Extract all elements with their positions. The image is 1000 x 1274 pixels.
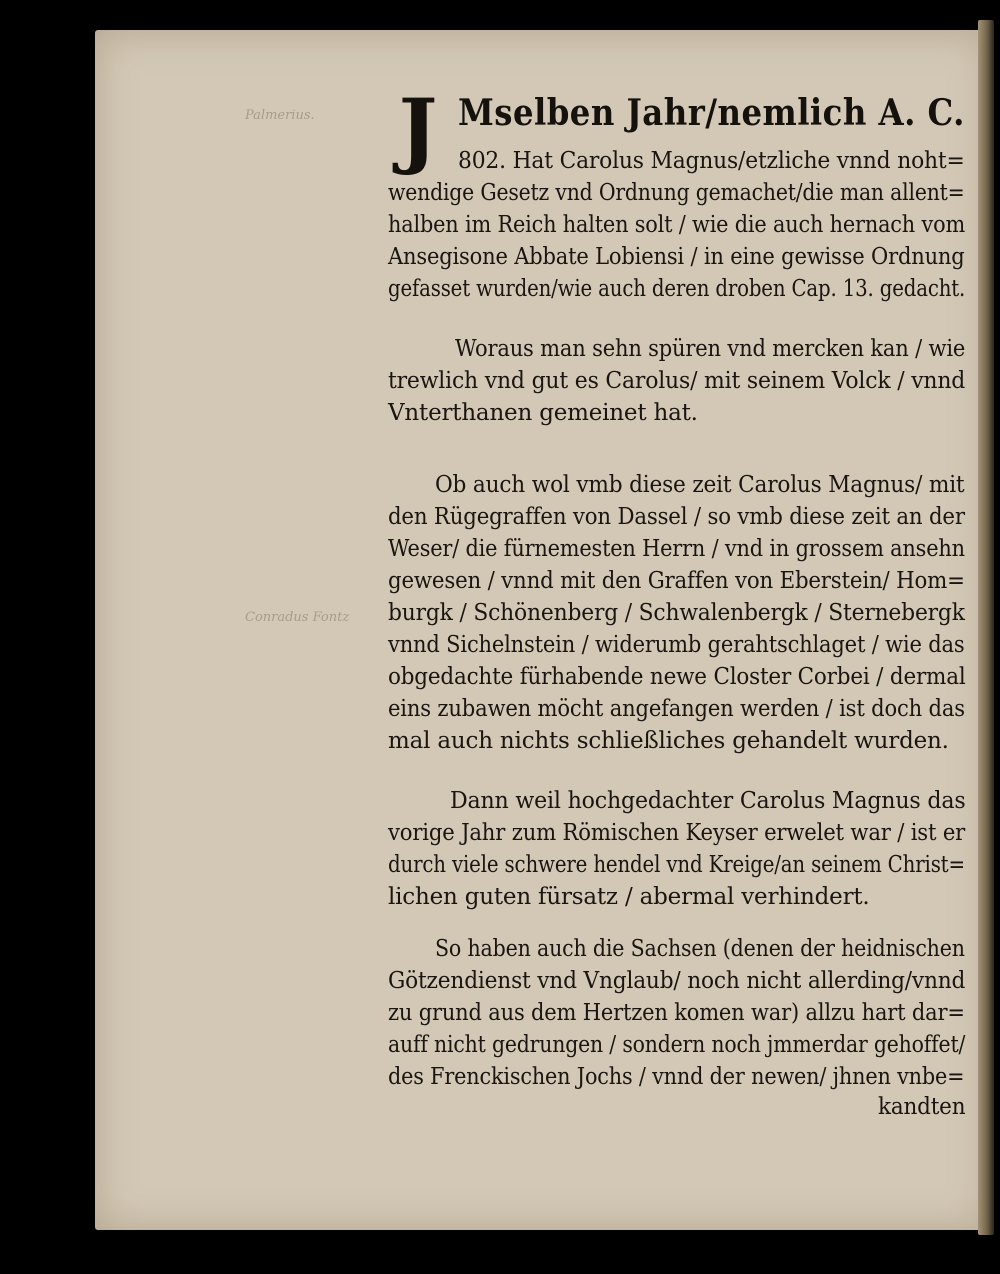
text-line: Vnterthanen gemeinet hat. — [388, 400, 698, 426]
text-line: auff nicht gedrungen / sondern noch jmmerdar gehoffet/ — [388, 1032, 966, 1058]
text-line: mal auch nichts schließliches gehandelt wurden. — [388, 728, 949, 754]
text-line: vorige Jahr zum Römischen Keyser erwelet war / ist er — [388, 820, 966, 846]
text-line: Dann weil hochgedachter Carolus Magnus das — [450, 788, 966, 814]
catchword: kandten — [878, 1094, 966, 1120]
text-line: Ansegisone Abbate Lobiensi / in eine gewisse Ordnung — [388, 244, 965, 270]
text-line: 802. Hat Carolus Magnus/etzliche vnnd noht= — [458, 148, 965, 174]
text-line: So haben auch die Sachsen (denen der heidnischen — [435, 936, 965, 962]
text-line: den Rügegraffen von Dassel / so vmb diese zeit an der — [388, 504, 965, 530]
text-line: lichen guten fürsatz / abermal verhindert. — [388, 884, 870, 910]
text-line: Ob auch wol vmb diese zeit Carolus Magnus/ mit — [435, 472, 965, 498]
text-line: halben im Reich halten solt / wie die auch hernach vom — [388, 212, 966, 238]
text-line: burgk / Schönenberg / Schwalenbergk / Sternebergk — [388, 600, 965, 626]
text-line: trewlich vnd gut es Carolus/ mit seinem Volck / vnnd — [388, 368, 966, 394]
text-line: zu grund aus dem Hertzen komen war) allzu hart dar= — [388, 1000, 965, 1026]
text-line: obgedachte fürhabende newe Closter Corbei / dermal — [388, 664, 966, 690]
margin-note-palmerius: Palmerius. — [245, 108, 315, 123]
text-line: des Frenckischen Jochs / vnnd der newen/ jhnen vnbe= — [388, 1064, 965, 1090]
text-line: gefasset wurden/wie auch deren droben Cap. 13. gedacht. — [388, 276, 966, 302]
page-edge — [978, 20, 994, 1235]
heading-line: Mselben Jahr/nemlich A. C. — [458, 92, 965, 134]
text-line: vnnd Sichelnstein / widerumb gerahtschlaget / wie das — [388, 632, 965, 658]
drop-cap: J — [398, 82, 438, 178]
text-line: wendige Gesetz vnd Ordnung gemachet/die man allent= — [388, 180, 965, 206]
text-line: Woraus man sehn spüren vnd mercken kan / wie — [455, 336, 966, 362]
text-line: Weser/ die fürnemesten Herrn / vnd in grossem ansehn — [388, 536, 965, 562]
margin-note-conradus: Conradus Fontz — [245, 610, 350, 625]
text-line: durch viele schwere hendel vnd Kreige/an seinem Christ= — [388, 852, 965, 878]
text-line: Götzendienst vnd Vnglaub/ noch nicht allerding/vnnd — [388, 968, 966, 994]
text-line: gewesen / vnnd mit den Graffen von Eberstein/ Hom= — [388, 568, 965, 594]
text-line: eins zubawen möcht angefangen werden / ist doch das — [388, 696, 965, 722]
